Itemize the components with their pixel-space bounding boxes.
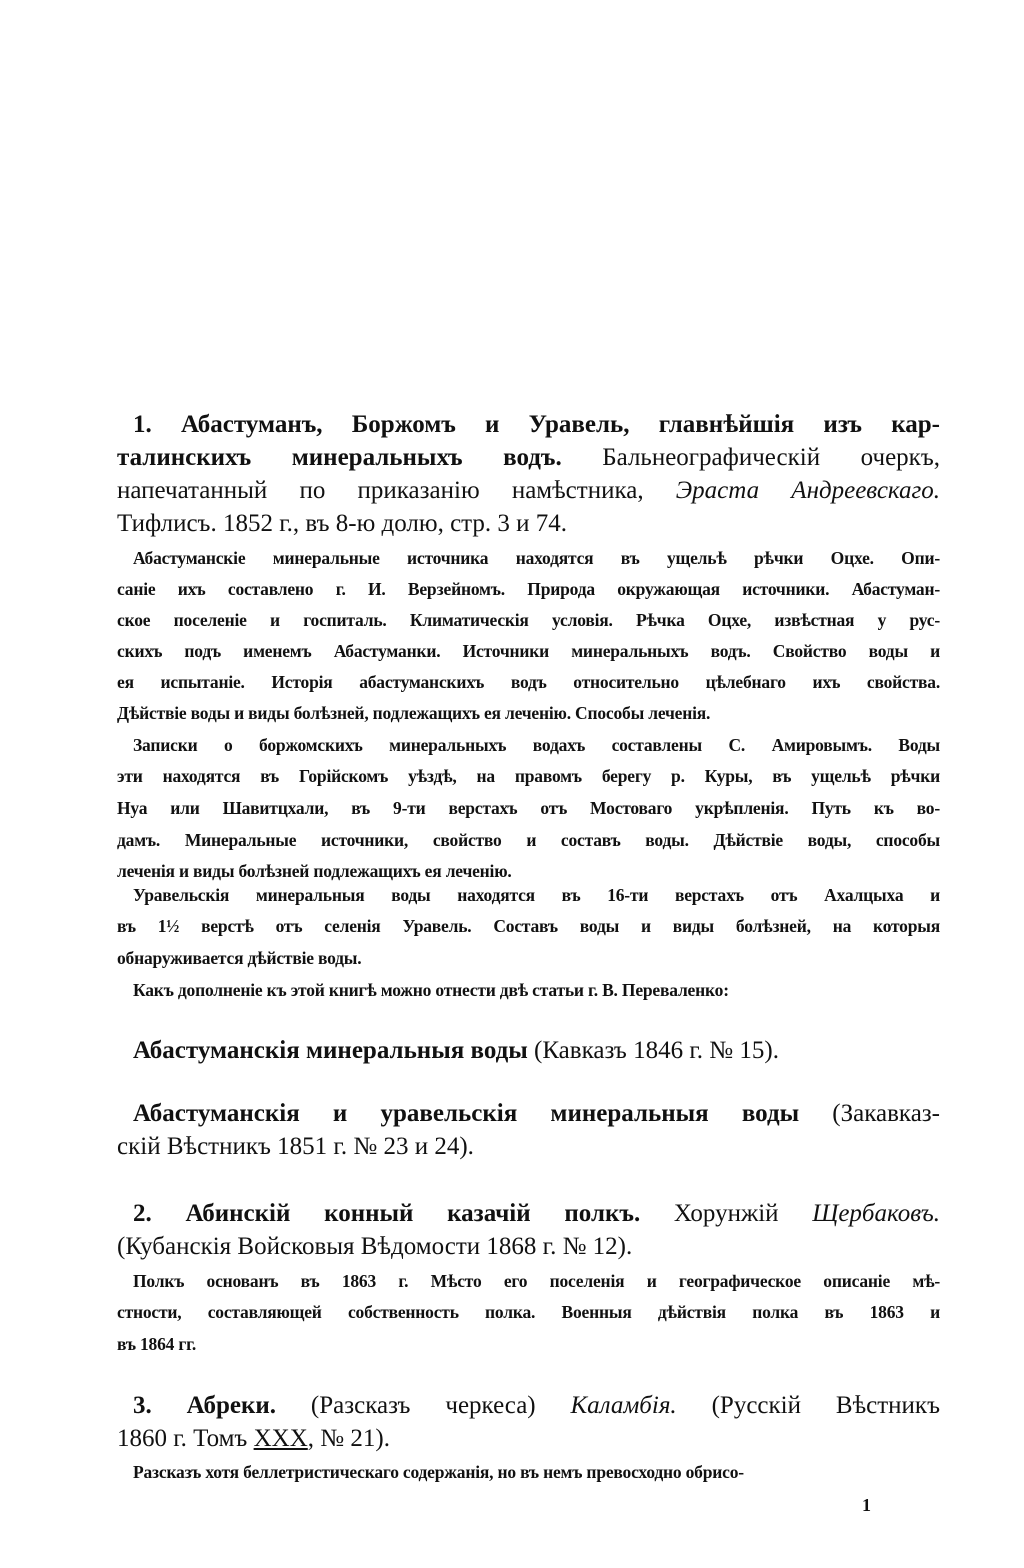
italic-text: Эраста Андреевскаго. [675, 477, 940, 504]
text-segment: ское поселеніе и госпиталь. Климатическія условія. Рѣчка Оцхе, извѣстная у рус- [117, 610, 940, 630]
text-line [133, 978, 940, 1002]
text-segment: Хорунжій [640, 1200, 813, 1227]
text-line [117, 701, 940, 725]
text-line [133, 546, 940, 570]
text-segment: ея испытаніе. Исторія абастуманскихъ водъ относительно цѣлебнаго ихъ свойства. [117, 672, 940, 692]
text-line [117, 639, 940, 663]
bold-text: 3. Абреки. [133, 1392, 277, 1419]
text-line [117, 946, 940, 970]
text-line [117, 509, 940, 539]
text-segment: , № 21). [307, 1425, 390, 1452]
text-line [117, 670, 940, 694]
text-line [133, 1036, 940, 1066]
text-line [133, 1269, 940, 1293]
text-segment: Какъ дополненіе къ этой книгѣ можно отнести двѣ статьи г. В. Переваленко: [133, 980, 729, 1000]
text-segment: Записки о боржомскихъ минеральныхъ водахъ составлены С. Амировымъ. Воды [133, 735, 940, 755]
text-segment: XXX [253, 1425, 308, 1452]
text-line [133, 1460, 940, 1484]
text-line [117, 914, 940, 938]
text-segment: Полкъ основанъ въ 1863 г. Мѣсто его поселенія и географическое описаніе мѣ- [133, 1271, 940, 1291]
text-segment: дамъ. Минеральные источники, свойство и составъ воды. Дѣйствіе воды, способы [117, 830, 940, 850]
text-segment: напечатанный по приказанію намѣстника, [117, 477, 676, 504]
text-segment: (Разсказъ черкеса) [276, 1392, 571, 1419]
text-segment: обнаруживается дѣйствіе воды. [117, 948, 362, 968]
text-line [117, 1424, 940, 1454]
bold-text: 1. Абастуманъ, Боржомъ и Уравель, главнѣйшія изъ кар- [133, 411, 940, 438]
text-segment: (Русскій Вѣстникъ [676, 1392, 941, 1419]
text-line [117, 764, 940, 788]
text-segment: Нуа или Шавитцхали, въ 9-ти верстахъ отъ Мостоваго укрѣпленія. Путь къ во- [117, 798, 940, 818]
text-line [117, 828, 940, 852]
text-segment: Абастуманскіе минеральные источника находятся въ ущельѣ рѣчки Оцхе. Опи- [133, 548, 940, 568]
text-segment: 1860 г. Томъ [117, 1425, 254, 1452]
text-segment: эти находятся въ Горійскомъ уѣздѣ, на правомъ берегу р. Куры, въ ущельѣ рѣчки [117, 766, 940, 786]
text-line [117, 476, 940, 506]
text-line [117, 1232, 940, 1262]
text-line [117, 1300, 940, 1324]
text-line [133, 1391, 940, 1421]
text-line [117, 1332, 940, 1356]
text-line [117, 796, 940, 820]
text-line [133, 1199, 940, 1229]
text-line [133, 733, 940, 757]
text-segment: скихъ подъ именемъ Абастуманки. Источники минеральныхъ водъ. Свойство воды и [117, 641, 940, 661]
text-segment: Разсказъ хотя беллетристическаго содержанія, но въ немъ превосходно обрисо- [133, 1462, 744, 1482]
text-segment: Уравельскія минеральныя воды находятся въ 16-ти верстахъ отъ Ахалцыха и [133, 885, 940, 905]
text-segment: въ 1864 гг. [117, 1334, 197, 1354]
italic-text: Каламбія. [570, 1392, 677, 1419]
bold-text: 2. Абинскій конный казачій полкъ. [133, 1200, 641, 1227]
italic-text: Щербаковъ. [812, 1200, 940, 1227]
text-segment: саніе ихъ составлено г. И. Верзейномъ. Природа окружающая источники. Абастуман- [117, 579, 940, 599]
text-segment: (Кубанскія Войсковыя Вѣдомости 1868 г. № 12). [117, 1233, 633, 1260]
bold-text: талинскихъ минеральныхъ водъ. [117, 444, 562, 471]
text-line [117, 577, 940, 601]
bold-text: Абастуманскія и уравельскія минеральныя воды [133, 1100, 800, 1127]
text-segment: (Кавказъ 1846 г. № 15). [527, 1037, 779, 1064]
page-number: 1 [862, 1495, 871, 1515]
text-segment: леченія и виды болѣзней подлежащихъ ея леченію. [117, 861, 512, 881]
text-segment: (Закавказ- [799, 1100, 940, 1127]
text-line [133, 1099, 940, 1129]
bold-text: Абастуманскія минеральныя воды [133, 1037, 528, 1064]
text-line [117, 443, 940, 473]
text-segment: Тифлисъ. 1852 г., въ 8-ю долю, стр. 3 и 74. [117, 510, 568, 537]
text-segment: скій Вѣстникъ 1851 г. № 23 и 24). [117, 1133, 474, 1160]
text-line [117, 859, 940, 883]
text-line [117, 1132, 940, 1162]
text-segment: стности, составляющей собственность полка. Военныя дѣйствія полка въ 1863 и [117, 1302, 940, 1322]
text-line [133, 883, 940, 907]
text-segment: Дѣйствіе воды и виды болѣзней, подлежащихъ ея леченію. Способы леченія. [117, 703, 711, 723]
text-line [133, 410, 940, 440]
text-segment: Бальнеографическій очеркъ, [561, 444, 940, 471]
text-segment: въ 1½ верстѣ отъ селенія Уравель. Составъ воды и виды болѣзней, на которыя [117, 916, 940, 936]
text-line [117, 608, 940, 632]
